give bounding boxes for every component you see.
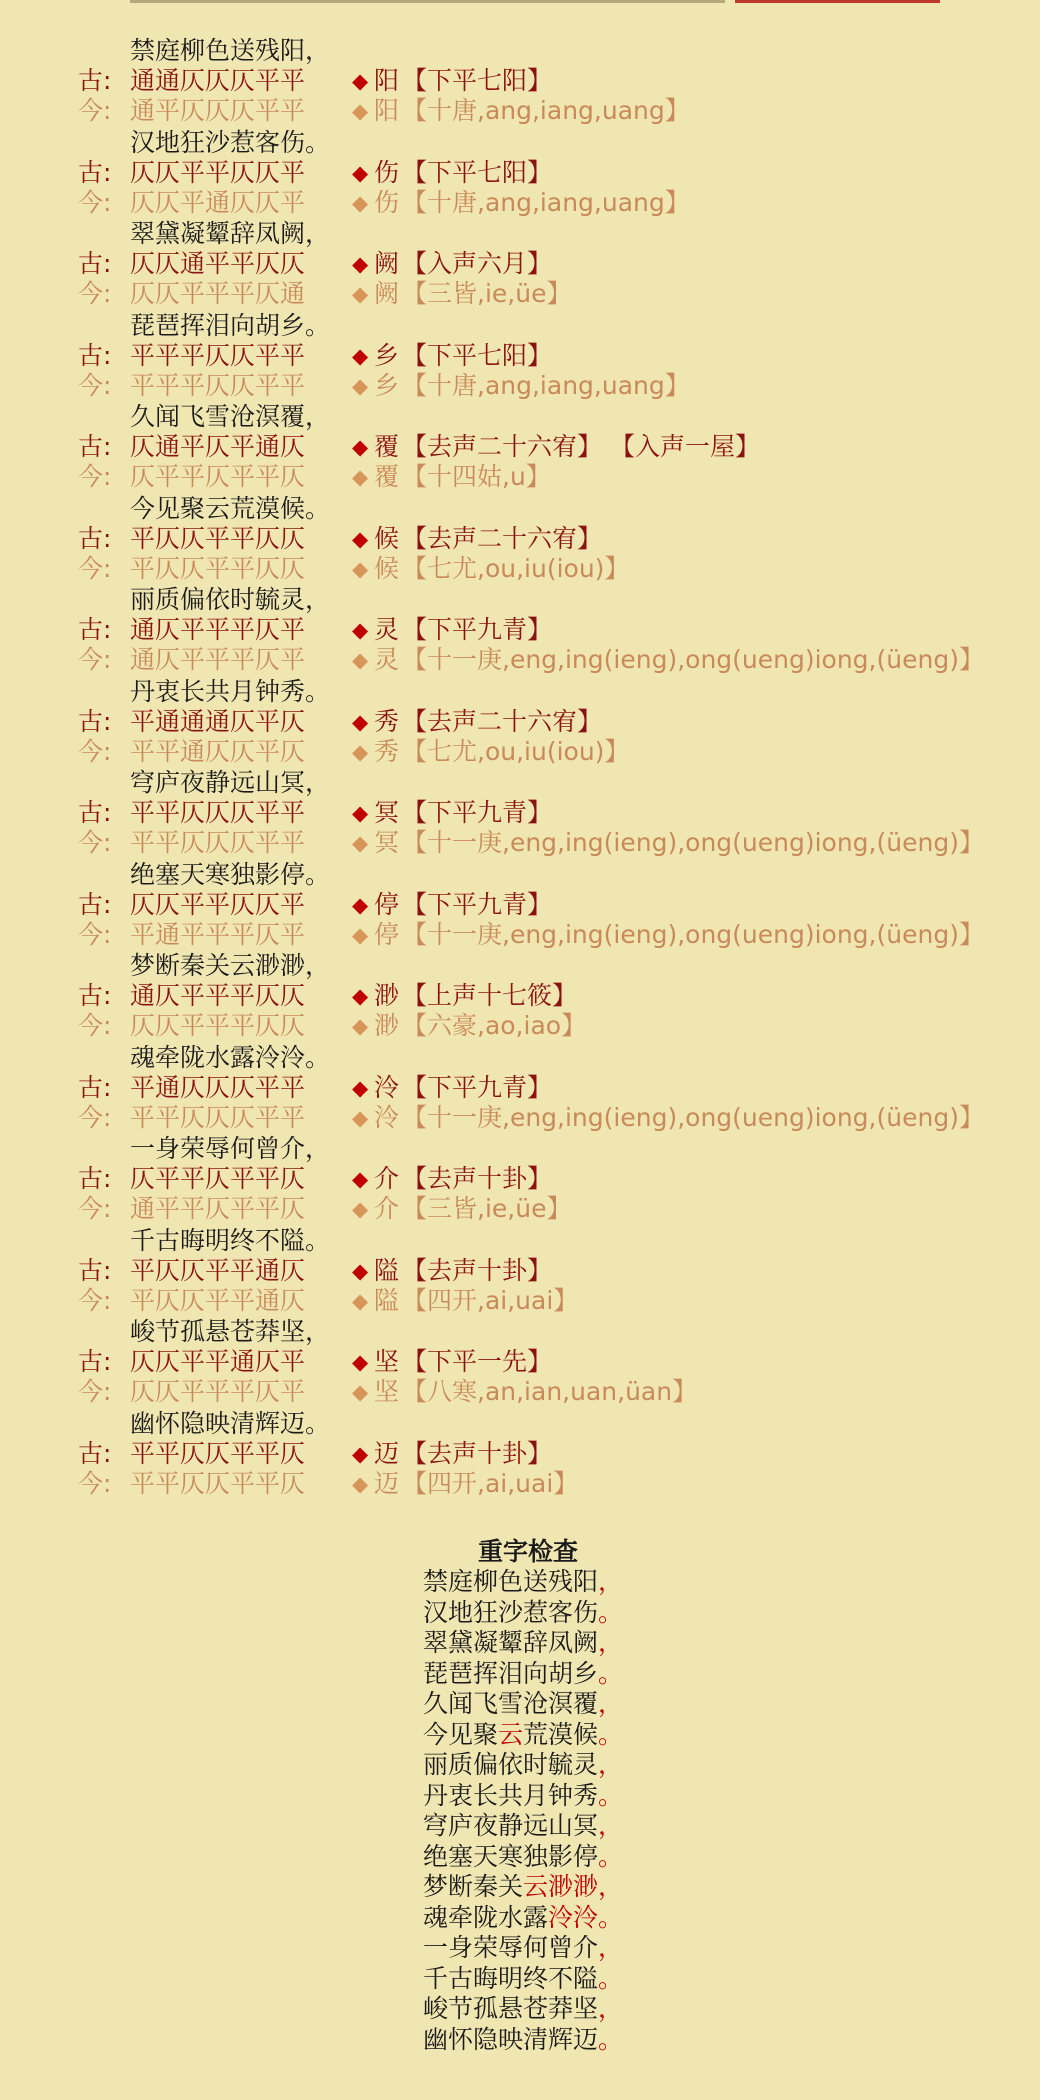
modern-label: 今: <box>78 1194 112 1223</box>
verse-line: 魂牵陇水露泠泠。 <box>130 1042 331 1072</box>
verse-line: 丹衷长共月钟秀。 <box>130 676 331 706</box>
diamond-icon: ◆ <box>352 343 369 368</box>
check-punct: 。 <box>598 1963 624 1993</box>
tone-pattern: 仄仄平平平仄平 <box>130 1377 306 1406</box>
tone-pattern: 仄仄平通仄仄平 <box>130 187 306 217</box>
check-text: 魂牵陇水露 <box>423 1902 549 1932</box>
check-punct: 。 <box>598 2024 624 2054</box>
check-line <box>423 2025 623 2056</box>
verse-line: 翠黛凝颦辞凤阙， <box>130 219 331 248</box>
rhyme-group: 【四开,ai,uai】 <box>402 1285 579 1315</box>
diamond-icon: ◆ <box>352 618 369 642</box>
verse-group <box>0 1007 1040 1132</box>
verse-group <box>0 183 1040 308</box>
check-text: 穹庐夜静远山冥 <box>423 1811 599 1840</box>
check-text-rest: 荒漠候 <box>523 1719 599 1749</box>
diamond-icon: ◆ <box>352 801 369 825</box>
verse-line: 琵琶挥泪向胡乡。 <box>130 310 331 340</box>
tone-pattern: 平平平仄仄平平 <box>130 370 306 400</box>
rhyme-group: 【三皆,ie,üe】 <box>402 1194 572 1223</box>
rhyme-char: 秀 <box>374 706 400 736</box>
verse-line: 汉地狂沙惹客伤。 <box>130 127 331 157</box>
diamond-icon: ◆ <box>352 892 369 917</box>
check-line <box>423 1689 623 1720</box>
check-text: 梦断秦关 <box>423 1872 524 1901</box>
diamond-icon: ◆ <box>352 1380 369 1404</box>
tone-pattern: 平仄仄平平通仄 <box>130 1255 306 1285</box>
tone-pattern: 仄仄平平平仄通 <box>130 279 306 308</box>
diamond-icon: ◆ <box>352 190 369 215</box>
ancient-label: 古: <box>78 1255 112 1285</box>
check-text: 琵琶挥泪向胡乡 <box>423 1658 599 1688</box>
rhyme-char: 阳 <box>374 96 400 125</box>
check-punct: 。 <box>598 1719 624 1749</box>
check-line <box>423 1720 623 1751</box>
rhyme-group: 【去声二十六宥】 【入声一屋】 <box>402 432 760 461</box>
check-line <box>423 1842 623 1873</box>
verse-line: 丽质偏依时毓灵， <box>130 585 331 614</box>
tone-pattern: 平平仄仄平平仄 <box>130 1438 306 1468</box>
check-line <box>423 1598 623 1629</box>
check-line <box>423 1811 623 1842</box>
rhyme-char: 乡 <box>374 340 400 370</box>
check-line <box>423 1750 623 1781</box>
check-punct: ， <box>598 1933 624 1962</box>
ancient-label: 古: <box>78 1164 112 1193</box>
check-punct: ， <box>598 1689 624 1718</box>
check-line <box>423 1964 623 1995</box>
rhyme-group: 【四开,ai,uai】 <box>402 1468 579 1498</box>
diamond-icon: ◆ <box>352 435 369 459</box>
diamond-icon: ◆ <box>352 99 369 123</box>
rhyme-group: 【上声十七筱】 <box>402 981 578 1010</box>
rhyme-char: 停 <box>374 919 400 949</box>
rhyme-char: 介 <box>374 1164 400 1193</box>
tone-pattern: 仄仄平平平仄仄 <box>130 1011 306 1040</box>
rhyme-group: 【去声二十六宥】 <box>402 706 603 736</box>
ancient-label: 古: <box>78 706 112 736</box>
rhyme-char: 介 <box>374 1194 400 1223</box>
modern-tone-row <box>78 1469 578 1499</box>
verse-group <box>0 92 1040 217</box>
rhyme-group: 【入声六月】 <box>402 249 553 278</box>
tone-pattern: 平仄仄平平仄仄 <box>130 553 306 583</box>
modern-label: 今: <box>78 828 112 857</box>
rhyme-char: 阙 <box>374 249 400 278</box>
ancient-label: 古: <box>78 340 112 370</box>
tone-pattern: 通仄平平平仄平 <box>130 615 306 644</box>
check-text: 丹衷长共月钟秀 <box>423 1780 599 1810</box>
check-line <box>423 1933 623 1964</box>
modern-label: 今: <box>78 1102 112 1132</box>
check-punct: ， <box>598 1628 624 1657</box>
rhyme-group: 【下平一先】 <box>402 1347 553 1376</box>
check-line <box>423 1872 623 1903</box>
tone-pattern: 平平仄仄仄平平 <box>130 1102 306 1132</box>
verse-line: 峻节孤悬苍莽坚， <box>130 1317 331 1346</box>
check-punct: 。 <box>598 1597 624 1627</box>
modern-label: 今: <box>78 1011 112 1040</box>
verse-group <box>0 1373 1040 1498</box>
diamond-icon: ◆ <box>352 282 369 306</box>
check-line <box>423 1903 623 1934</box>
check-punct: 。 <box>598 1658 624 1688</box>
ancient-label: 古: <box>78 157 112 187</box>
ancient-label: 古: <box>78 981 112 1010</box>
diamond-icon: ◆ <box>352 739 369 764</box>
diamond-icon: ◆ <box>352 922 369 947</box>
modern-label: 今: <box>78 96 112 125</box>
check-lines <box>423 1567 623 2055</box>
rhyme-group: 【十一庚,eng,ing(ieng),ong(ueng)iong,(üeng)】 <box>402 1102 984 1132</box>
verse-line: 一身荣辱何曾介， <box>130 1134 331 1163</box>
check-punct: 。 <box>598 1841 624 1871</box>
ancient-label: 古: <box>78 615 112 644</box>
rhyme-char: 泠 <box>374 1102 400 1132</box>
rhyme-char: 覆 <box>374 462 400 491</box>
diamond-icon: ◆ <box>352 465 369 489</box>
check-text: 禁庭柳色送残阳 <box>423 1567 599 1596</box>
ancient-tone-row <box>78 1439 552 1469</box>
diamond-icon: ◆ <box>352 831 369 855</box>
diamond-icon: ◆ <box>352 1075 369 1100</box>
rhyme-group: 【八寒,an,ian,uan,üan】 <box>402 1377 698 1406</box>
tone-pattern: 平平通仄仄平仄 <box>130 736 306 766</box>
rhyme-group: 【十唐,ang,iang,uang】 <box>402 187 690 217</box>
verse-group <box>0 1098 1040 1223</box>
check-line <box>423 1628 623 1659</box>
check-text: 绝塞天寒独影停 <box>423 1841 599 1871</box>
verse-group <box>0 458 1040 583</box>
ancient-label: 古: <box>78 1347 112 1376</box>
ancient-label: 古: <box>78 889 112 919</box>
diamond-icon: ◆ <box>352 1105 369 1130</box>
tone-pattern: 仄通平仄平通仄 <box>130 432 306 461</box>
check-punct: ， <box>598 1567 624 1596</box>
rhyme-char: 候 <box>374 553 400 583</box>
verse-line: 穹庐夜静远山冥， <box>130 768 331 797</box>
diamond-icon: ◆ <box>352 709 369 734</box>
check-punct: ， <box>598 1811 624 1840</box>
ancient-label: 古: <box>78 1438 112 1468</box>
tone-pattern: 平通通通仄平仄 <box>130 706 306 736</box>
duplicate-chars: 泠泠 <box>548 1902 599 1932</box>
tone-pattern: 通平仄仄仄平平 <box>130 96 306 125</box>
tone-pattern: 平通平平平仄平 <box>130 919 306 949</box>
rhyme-group: 【下平九青】 <box>402 615 553 644</box>
rhyme-char: 阳 <box>374 66 400 95</box>
verse-group <box>0 641 1040 766</box>
rhyme-char: 秀 <box>374 736 400 766</box>
rhyme-group: 【下平七阳】 <box>402 66 553 95</box>
diamond-icon: ◆ <box>352 373 369 398</box>
rhyme-group: 【十一庚,eng,ing(ieng),ong(ueng)iong,(üeng)】 <box>402 645 984 674</box>
tone-pattern: 平仄仄平平通仄 <box>130 1285 306 1315</box>
check-line <box>423 1659 623 1690</box>
rhyme-group: 【下平九青】 <box>402 798 553 827</box>
tone-pattern: 平平仄仄仄平平 <box>130 798 306 827</box>
check-text: 峻节孤悬苍莽坚 <box>423 1994 599 2023</box>
diamond-icon: ◆ <box>352 1167 369 1191</box>
check-punct: ， <box>598 1872 624 1901</box>
rhyme-char: 隘 <box>374 1285 400 1315</box>
modern-label: 今: <box>78 553 112 583</box>
ancient-label: 古: <box>78 1072 112 1102</box>
check-text: 今见聚 <box>423 1719 499 1749</box>
verse-group <box>0 0 1040 125</box>
tone-pattern: 通平平仄平平仄 <box>130 1194 306 1223</box>
rhyme-char: 冥 <box>374 828 400 857</box>
modern-label: 今: <box>78 1285 112 1315</box>
rhyme-char: 停 <box>374 889 400 919</box>
duplicate-chars: 云渺渺 <box>523 1872 599 1901</box>
check-line <box>423 1567 623 1598</box>
diamond-icon: ◆ <box>352 1350 369 1374</box>
tone-pattern: 通仄平平平仄仄 <box>130 981 306 1010</box>
modern-label: 今: <box>78 279 112 308</box>
verse-group <box>0 824 1040 949</box>
verse-group <box>0 732 1040 857</box>
diamond-icon: ◆ <box>352 648 369 672</box>
tone-pattern: 仄仄平平仄仄平 <box>130 889 306 919</box>
check-punct: 。 <box>598 1780 624 1810</box>
tone-pattern: 仄仄平平通仄平 <box>130 1347 306 1376</box>
tone-pattern: 仄平平仄平平仄 <box>130 462 306 491</box>
tone-pattern: 平平平仄仄平平 <box>130 340 306 370</box>
tone-pattern: 仄仄平平仄仄平 <box>130 157 306 187</box>
verse-line: 幽怀隐映清辉迈。 <box>130 1408 331 1438</box>
verse-group <box>0 549 1040 674</box>
rhyme-group: 【去声十卦】 <box>402 1438 553 1468</box>
rhyme-group: 【十四姑,u】 <box>402 462 551 491</box>
duplicate-chars: 云 <box>498 1719 524 1749</box>
verse-line: 禁庭柳色送残阳， <box>130 36 331 65</box>
rhyme-char: 隘 <box>374 1255 400 1285</box>
check-punct: 。 <box>598 1902 624 1932</box>
rhyme-char: 伤 <box>374 187 400 217</box>
diamond-icon: ◆ <box>352 526 369 551</box>
rhyme-char: 冥 <box>374 798 400 827</box>
check-text: 久闻飞雪沧溟覆 <box>423 1689 599 1718</box>
rhyme-char: 灵 <box>374 615 400 644</box>
rhyme-group: 【十唐,ang,iang,uang】 <box>402 96 690 125</box>
modern-label: 今: <box>78 370 112 400</box>
modern-label: 今: <box>78 736 112 766</box>
check-line <box>423 1994 623 2025</box>
check-punct: ， <box>598 1994 624 2023</box>
verse-group <box>0 1281 1040 1406</box>
rhyme-group: 【下平七阳】 <box>402 157 553 187</box>
rhyme-char: 阙 <box>374 279 400 308</box>
check-text: 丽质偏依时毓灵 <box>423 1750 599 1779</box>
rhyme-char: 坚 <box>374 1377 400 1406</box>
rhyme-char: 渺 <box>374 1011 400 1040</box>
diamond-icon: ◆ <box>352 160 369 185</box>
check-text: 汉地狂沙惹客伤 <box>423 1597 599 1627</box>
verse-group <box>0 915 1040 1040</box>
rhyme-char: 伤 <box>374 157 400 187</box>
verse-group <box>0 1190 1040 1315</box>
tone-pattern: 仄仄通平平仄仄 <box>130 249 306 278</box>
rhyme-group: 【下平九青】 <box>402 1072 553 1102</box>
verse-line: 绝塞天寒独影停。 <box>130 859 331 889</box>
ancient-label: 古: <box>78 798 112 827</box>
rhyme-char: 灵 <box>374 645 400 674</box>
diamond-icon: ◆ <box>352 252 369 276</box>
diamond-icon: ◆ <box>352 1197 369 1221</box>
rhyme-group: 【去声十卦】 <box>402 1255 553 1285</box>
check-text: 一身荣辱何曾介 <box>423 1933 599 1962</box>
rhyme-group: 【十一庚,eng,ing(ieng),ong(ueng)iong,(üeng)】 <box>402 919 984 949</box>
verse-group <box>0 275 1040 400</box>
check-line <box>423 1781 623 1812</box>
rhyme-group: 【十唐,ang,iang,uang】 <box>402 370 690 400</box>
modern-label: 今: <box>78 1468 112 1498</box>
rhyme-char: 泠 <box>374 1072 400 1102</box>
diamond-icon: ◆ <box>352 1471 369 1496</box>
ancient-label: 古: <box>78 523 112 553</box>
tone-pattern: 平仄仄平平仄仄 <box>130 523 306 553</box>
diamond-icon: ◆ <box>352 984 369 1008</box>
rhyme-char: 渺 <box>374 981 400 1010</box>
rhyme-char: 迈 <box>374 1438 400 1468</box>
modern-label: 今: <box>78 187 112 217</box>
rhyme-group: 【七尤,ou,iu(iou)】 <box>402 553 630 583</box>
verse-line: 今见聚云荒漠候。 <box>130 493 331 523</box>
rhyme-char: 坚 <box>374 1347 400 1376</box>
rhyme-group: 【六豪,ao,iao】 <box>402 1011 587 1040</box>
tone-pattern: 平平仄仄仄平平 <box>130 828 306 857</box>
tone-pattern: 平通仄仄仄平平 <box>130 1072 306 1102</box>
diamond-icon: ◆ <box>352 1288 369 1313</box>
ancient-label: 古: <box>78 66 112 95</box>
rhyme-char: 候 <box>374 523 400 553</box>
rhyme-group: 【去声二十六宥】 <box>402 523 603 553</box>
rhyme-char: 覆 <box>374 432 400 461</box>
tone-pattern: 通通仄仄仄平平 <box>130 66 306 95</box>
modern-label: 今: <box>78 462 112 491</box>
diamond-icon: ◆ <box>352 1258 369 1283</box>
tone-pattern: 通仄平平平仄平 <box>130 645 306 674</box>
check-punct: ， <box>598 1750 624 1779</box>
diamond-icon: ◆ <box>352 69 369 93</box>
rhyme-group: 【去声十卦】 <box>402 1164 553 1193</box>
modern-label: 今: <box>78 645 112 674</box>
ancient-label: 古: <box>78 249 112 278</box>
rhyme-group: 【下平七阳】 <box>402 340 553 370</box>
modern-label: 今: <box>78 919 112 949</box>
ancient-label: 古: <box>78 432 112 461</box>
modern-label: 今: <box>78 1377 112 1406</box>
rhyme-char: 迈 <box>374 1468 400 1498</box>
rhyme-group: 【七尤,ou,iu(iou)】 <box>402 736 630 766</box>
rhyme-group: 【十一庚,eng,ing(ieng),ong(ueng)iong,(üeng)】 <box>402 828 984 857</box>
verse-line: 梦断秦关云渺渺， <box>130 951 331 980</box>
diamond-icon: ◆ <box>352 556 369 581</box>
check-text: 翠黛凝颦辞凤阙 <box>423 1628 599 1657</box>
check-text: 千古晦明终不隘 <box>423 1963 599 1993</box>
verse-line: 千古晦明终不隘。 <box>130 1225 331 1255</box>
tone-pattern: 仄平平仄平平仄 <box>130 1164 306 1193</box>
rhyme-group: 【三皆,ie,üe】 <box>402 279 572 308</box>
verse-group <box>0 366 1040 491</box>
tone-pattern: 平平仄仄平平仄 <box>130 1468 306 1498</box>
rhyme-group: 【下平九青】 <box>402 889 553 919</box>
diamond-icon: ◆ <box>352 1441 369 1466</box>
rhyme-char: 乡 <box>374 370 400 400</box>
verse-line: 久闻飞雪沧溟覆， <box>130 402 331 431</box>
check-text: 幽怀隐映清辉迈 <box>423 2024 599 2054</box>
diamond-icon: ◆ <box>352 1014 369 1038</box>
check-title: 重字检查 <box>478 1537 579 1566</box>
